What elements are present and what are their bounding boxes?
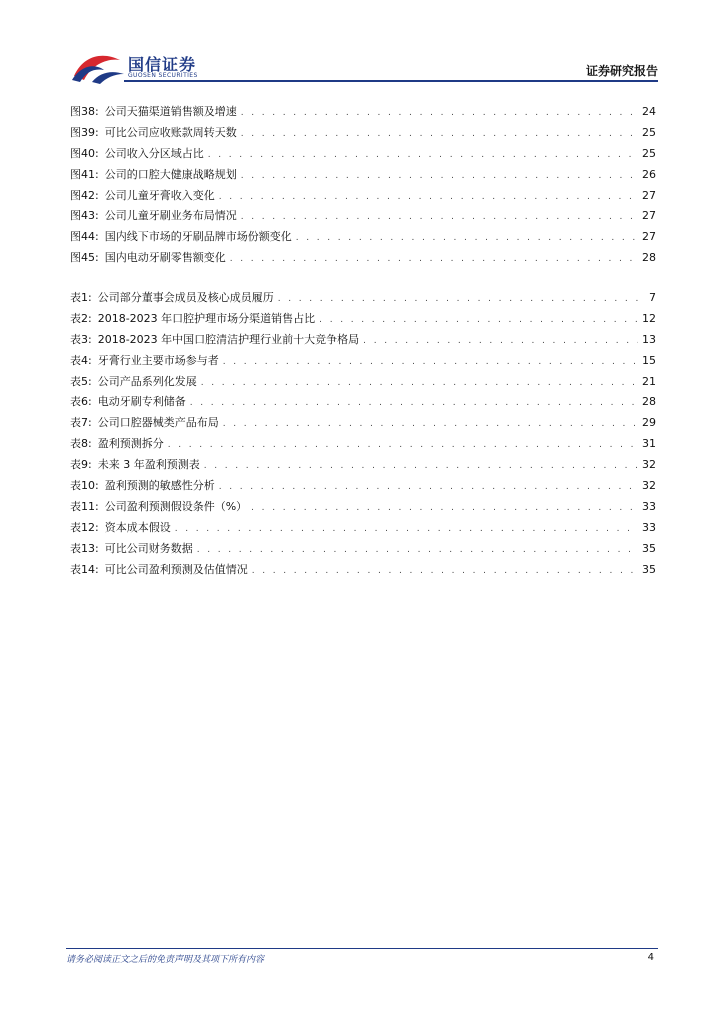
toc-entry-label: 表8:: [70, 437, 92, 451]
figures-index: [70, 102, 656, 269]
table-toc-entry[interactable]: [70, 392, 656, 413]
toc-entry-title: 2018-2023 年口腔护理市场分渠道销售占比: [97, 311, 316, 325]
table-toc-entry[interactable]: [70, 455, 656, 476]
figure-toc-entry[interactable]: [70, 123, 656, 144]
toc-entry-page: 29: [642, 416, 656, 430]
toc-entry-label: 图39:: [70, 125, 99, 139]
toc-entry-title: 公司天猫渠道销售额及增速: [104, 105, 237, 118]
table-toc-entry[interactable]: [70, 309, 656, 330]
toc-entry-page: 33: [642, 499, 656, 513]
toc-entry-title: 可比公司财务数据: [104, 541, 193, 555]
toc-entry-title: 2018-2023 年中国口腔清洁护理行业前十大竞争格局: [97, 332, 360, 346]
toc-entry-title: 可比公司盈利预测及估值情况: [104, 562, 248, 576]
toc-dot-leader: [241, 207, 638, 228]
toc-entry-page: 7: [649, 291, 656, 304]
figure-toc-entry[interactable]: [70, 248, 656, 269]
toc-entry-page: 27: [642, 230, 656, 244]
table-toc-entry[interactable]: [70, 351, 656, 372]
toc-entry-page: 32: [642, 458, 656, 472]
page-number: 4: [647, 952, 654, 963]
toc-entry-title: 公司部分董事会成员及核心成员履历: [97, 291, 274, 304]
figure-toc-entry[interactable]: [70, 227, 656, 248]
toc-entry-label: 表7:: [70, 416, 92, 430]
toc-entry-title: 盈利预测拆分: [97, 437, 164, 451]
table-toc-entry[interactable]: [70, 476, 656, 497]
toc-entry-page: 13: [642, 332, 656, 346]
figure-toc-entry[interactable]: [70, 186, 656, 207]
toc-entry-label: 图38:: [70, 105, 99, 118]
toc-entry-title: 公司的口腔大健康战略规划: [104, 167, 237, 181]
toc-entry-label: 表5:: [70, 374, 92, 388]
toc-entry-page: 27: [642, 188, 656, 202]
toc-entry-label: 表14:: [70, 562, 99, 576]
toc-entry-label: 表10:: [70, 479, 99, 493]
figure-toc-entry[interactable]: [70, 165, 656, 186]
toc-entry-label: 表12:: [70, 520, 99, 534]
toc-dot-leader: [296, 228, 638, 249]
toc-dot-leader: [252, 561, 638, 582]
table-toc-entry[interactable]: [70, 497, 656, 518]
table-toc-entry[interactable]: [70, 539, 656, 560]
toc-dot-leader: [197, 540, 638, 561]
toc-entry-title: 公司收入分区域占比: [104, 146, 204, 160]
toc-entry-page: 35: [642, 562, 656, 576]
footer-divider: [66, 948, 658, 949]
toc-dot-leader: [168, 435, 638, 456]
toc-entry-title: 国内电动牙刷零售额变化: [104, 251, 226, 265]
toc-entry-page: 28: [642, 251, 656, 265]
toc-dot-leader: [219, 477, 638, 498]
toc-dot-leader: [219, 187, 638, 208]
toc-dot-leader: [223, 352, 638, 373]
toc-dot-leader: [190, 393, 638, 414]
toc-entry-page: 25: [642, 125, 656, 139]
toc-entry-title: 公司产品系列化发展: [97, 374, 197, 388]
toc-entry-title: 可比公司应收账款周转天数: [104, 125, 237, 139]
toc-entry-title: 公司儿童牙刷业务布局情况: [104, 209, 237, 223]
toc-entry-label: 表2:: [70, 311, 92, 325]
toc-entry-page: 33: [642, 520, 656, 534]
table-toc-entry[interactable]: [70, 434, 656, 455]
toc-entry-label: 图41:: [70, 167, 99, 181]
toc-entry-page: 31: [642, 437, 656, 451]
toc-entry-page: 28: [642, 395, 656, 409]
toc-entry-page: 27: [642, 209, 656, 223]
toc-entry-page: 15: [642, 353, 656, 367]
disclaimer-note: 请务必阅读正文之后的免责声明及其项下所有内容: [66, 955, 265, 965]
toc-entry-page: 24: [642, 105, 656, 118]
toc-entry-label: 表13:: [70, 541, 99, 555]
toc-entry-label: 表6:: [70, 395, 92, 409]
toc-entry-page: 21: [642, 374, 656, 388]
toc-entry-label: 表1:: [70, 291, 92, 304]
toc-dot-leader: [251, 498, 638, 519]
table-toc-entry[interactable]: [70, 330, 656, 351]
figure-toc-entry[interactable]: [70, 102, 656, 123]
toc-dot-leader: [241, 166, 638, 187]
toc-entry-label: 图44:: [70, 230, 99, 244]
toc-dot-leader: [204, 456, 638, 477]
toc-entry-title: 牙膏行业主要市场参与者: [97, 353, 219, 367]
table-toc-entry[interactable]: [70, 560, 656, 581]
figure-toc-entry[interactable]: [70, 144, 656, 165]
table-toc-entry[interactable]: [70, 372, 656, 393]
table-toc-entry[interactable]: [70, 518, 656, 539]
toc-dot-leader: [241, 103, 638, 124]
toc-entry-label: 图40:: [70, 146, 99, 160]
tables-index: [70, 288, 656, 580]
toc-entry-label: 图45:: [70, 251, 99, 265]
toc-entry-title: 盈利预测的敏感性分析: [104, 479, 215, 493]
logo-text-en: GUOSEN SECURITIES: [128, 72, 198, 79]
document-type: 证券研究报告: [585, 64, 658, 78]
toc-dot-leader: [319, 310, 638, 331]
toc-entry-title: 公司口腔器械类产品布局: [97, 416, 219, 430]
guosen-logo-icon: [70, 50, 126, 84]
toc-entry-label: 图42:: [70, 188, 99, 202]
toc-dot-leader: [230, 249, 638, 270]
toc-dot-leader: [241, 124, 638, 145]
toc-entry-label: 表11:: [70, 499, 99, 513]
toc-entry-page: 25: [642, 146, 656, 160]
header-divider: [124, 80, 658, 82]
toc-dot-leader: [223, 414, 638, 435]
toc-entry-page: 12: [642, 311, 656, 325]
toc-entry-page: 32: [642, 479, 656, 493]
toc-entry-title: 公司盈利预测假设条件（%）: [104, 499, 248, 513]
toc-dot-leader: [175, 519, 638, 540]
toc-entry-title: 未来 3 年盈利预测表: [97, 458, 200, 472]
toc-entry-title: 电动牙刷专利储备: [97, 395, 186, 409]
toc-dot-leader: [201, 373, 638, 394]
table-toc-entry[interactable]: [70, 288, 656, 309]
toc-entry-title: 国内线下市场的牙刷品牌市场份额变化: [104, 230, 292, 244]
toc-entry-page: 26: [642, 167, 656, 181]
toc-dot-leader: [278, 289, 640, 310]
toc-dot-leader: [208, 145, 638, 166]
toc-entry-label: 图43:: [70, 209, 99, 223]
toc-dot-leader: [363, 331, 638, 352]
toc-entry-label: 表4:: [70, 353, 92, 367]
logo-text-cn: 国信证券: [128, 55, 197, 74]
toc-entry-title: 资本成本假设: [104, 520, 171, 534]
page-header: [0, 0, 724, 84]
toc-entry-label: 表9:: [70, 458, 92, 472]
toc-entry-title: 公司儿童牙膏收入变化: [104, 188, 215, 202]
toc-entry-page: 35: [642, 541, 656, 555]
table-toc-entry[interactable]: [70, 413, 656, 434]
toc-entry-label: 表3:: [70, 332, 92, 346]
figure-toc-entry[interactable]: [70, 206, 656, 227]
